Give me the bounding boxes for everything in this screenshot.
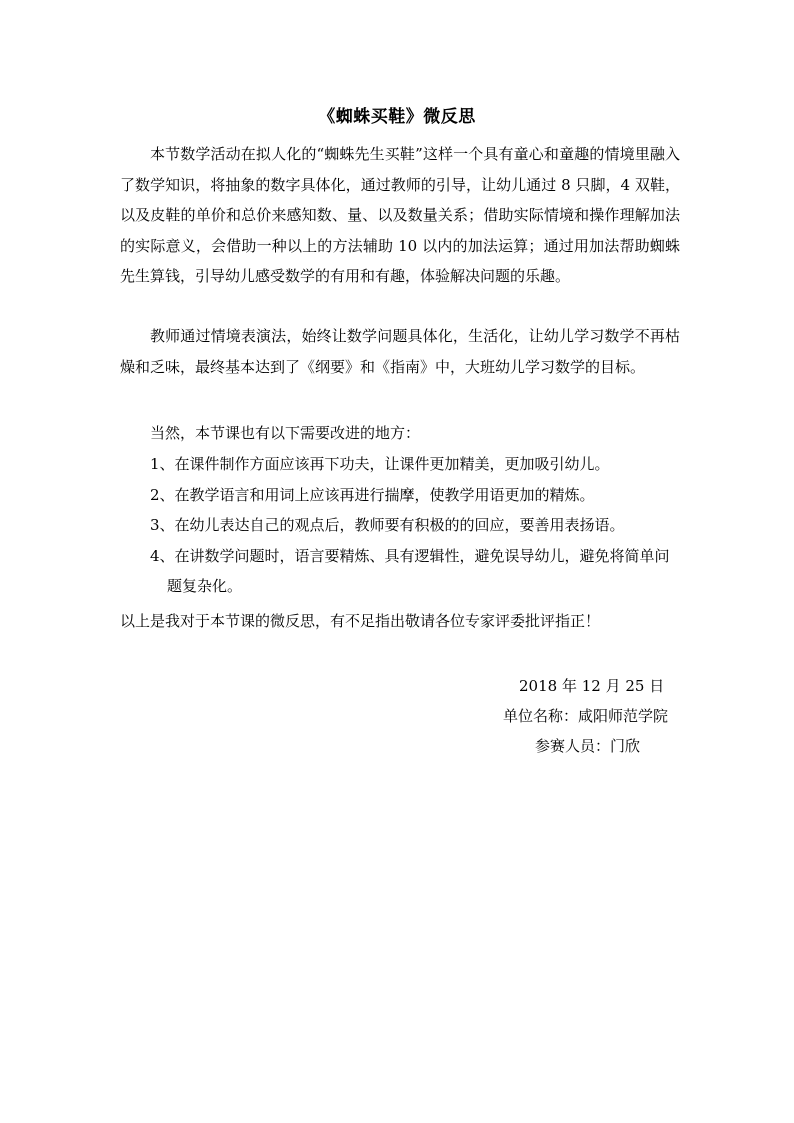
paragraph-intro: 本节数学活动在拟人化的“蜘蛛先生买鞋”这样一个具有童心和童趣的情境里融入了数学知识，将抽象的数字具体化，通过教师的引导，让幼儿通过 8 只脚，4 双鞋，以及皮鞋的单价和总价来感知数、量、以及数量关系；借助实际情境和操作理解加法的实际意义，会借助一种以上的方法辅助 10 以内的加法运算；通过用加法帮助蜘蛛先生算钱，引导幼儿感受数学的有用和有趣，体验解决问题的乐趣。	[120, 145, 680, 285]
improvement-item: 2、在教学语言和用词上应该再进行揣摩，使教学用语更加的精炼。	[150, 485, 595, 504]
paragraph-improvements-lead: 当然，本节课也有以下需要改进的地方：	[150, 424, 421, 442]
signature-date: 2018 年 12 月 25 日	[519, 677, 665, 695]
improvement-item: 4、在讲数学问题时，语言要精炼、具有逻辑性，避免误导幼儿，避免将简单问题复杂化。	[150, 546, 670, 595]
improvement-item: 1、在课件制作方面应该再下功夫，让课件更加精美，更加吸引幼儿。	[150, 455, 610, 473]
improvement-item: 3、在幼儿表达自己的观点后，教师要有积极的的回应，要善用表扬语。	[150, 516, 625, 534]
paragraph-method: 教师通过情境表演法，始终让数学问题具体化，生活化，让幼儿学习数学不再枯燥和乏味，最终基本达到了《纲要》和《指南》中，大班幼儿学习数学的目标。	[120, 327, 680, 376]
signature-participant: 参赛人员：门欣	[535, 737, 641, 755]
improvement-list	[120, 449, 680, 602]
signature-unit: 单位名称：咸阳师范学院	[503, 707, 669, 725]
document-title: 《蜘蛛买鞋》微反思	[318, 107, 476, 127]
closing-statement: 以上是我对于本节课的微反思，有不足指出敬请各位专家评委批评指正！	[120, 612, 601, 630]
